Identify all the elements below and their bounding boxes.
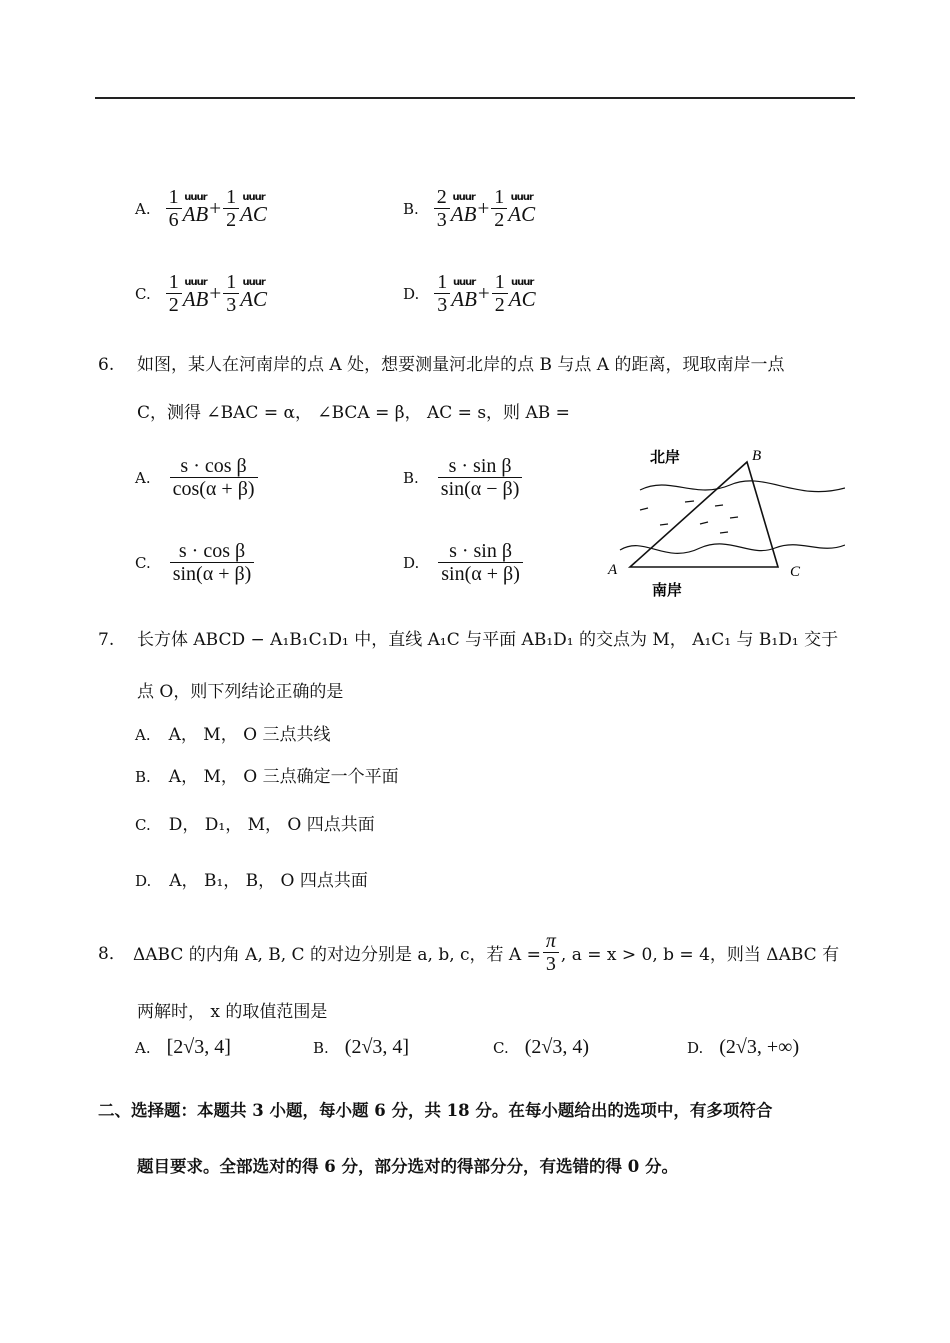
option-label: B. (403, 468, 419, 487)
coef-2: $\frac{1}{2}$ (492, 271, 508, 316)
option-label: A. (135, 726, 151, 744)
q8-option-d[interactable] (687, 1036, 799, 1059)
q8-number: 8． (98, 944, 126, 964)
option-label: C. (135, 816, 151, 834)
vector-ac: uuur AC (240, 277, 268, 311)
q7-option-a[interactable] (135, 723, 330, 747)
north-bank-label: 北岸 (650, 448, 681, 466)
option-label: A. (135, 199, 151, 218)
q6-option-c[interactable] (135, 540, 255, 585)
q8-option-c[interactable] (493, 1036, 589, 1059)
option-label: B. (403, 199, 419, 218)
coef-2: $\frac{1}{2}$ (223, 186, 239, 231)
vector-ab: uuur AB (450, 192, 477, 226)
vector-ac: uuur AC (508, 277, 536, 311)
river-triangle-figure (600, 440, 845, 605)
water-dashes (640, 501, 738, 533)
q6-option-d[interactable] (403, 540, 524, 585)
option-label: B. (313, 1038, 329, 1057)
south-bank-label: 南岸 (652, 581, 683, 599)
triangle-abc (630, 462, 778, 567)
q6-stem-line2: C，测得 ∠BAC = α， ∠BCA = β， AC = s，则 AB = (137, 403, 570, 423)
q7-option-d[interactable] (135, 869, 368, 893)
point-c-label: C (790, 564, 801, 580)
option-label: A. (135, 1038, 151, 1057)
option-text: D， D₁， M， O 四点共面 (168, 815, 375, 835)
q8-option-a[interactable] (135, 1036, 231, 1059)
coef-1: $\frac{2}{3}$ (434, 186, 450, 231)
section2-heading-line2: 题目要求。全部选对的得 6 分，部分选对的得部分分，有选错的得 0 分。 (137, 1157, 678, 1176)
coef-1: $\frac{1}{2}$ (166, 271, 182, 316)
q8-stem-part2: , a = x > 0, b = 4，则当 ΔABC 有 (560, 945, 840, 965)
q7-stem-line2: 点 O，则下列结论正确的是 (137, 682, 344, 702)
point-b-label: B (752, 448, 762, 464)
q7-stem-line1: 长方体 ABCD − A₁B₁C₁D₁ 中，直线 A₁C 与平面 AB₁D₁ 的交点为 M， A₁C₁ 与 B₁D₁ 交于 (137, 630, 839, 650)
q6-option-b[interactable] (403, 455, 523, 500)
q8-stem-line1 (133, 930, 839, 975)
option-interval: (2√3, 4] (344, 1036, 410, 1058)
option-interval: [2√3, 4] (166, 1036, 231, 1058)
q8-option-b[interactable] (313, 1036, 409, 1059)
coef-2: $\frac{1}{3}$ (223, 271, 239, 316)
answer-fraction: $\frac{\text{s · cos β}}{\cos(\alpha + \beta)}$ (170, 455, 258, 500)
vector-ac: uuur AC (508, 192, 536, 226)
vector-ab: uuur AB (182, 192, 209, 226)
vector-ab: uuur AB (182, 277, 209, 311)
q6-number: 6. (98, 355, 115, 375)
option-label: C. (135, 553, 151, 572)
coef-2: $\frac{1}{2}$ (491, 186, 507, 231)
plus-sign: + (209, 196, 222, 220)
point-a-label: A (608, 562, 618, 578)
vector-ab: uuur AB (451, 277, 477, 311)
option-label: C. (493, 1038, 509, 1057)
option-interval: (2√3, +∞) (719, 1036, 800, 1058)
q5-option-d[interactable] (403, 271, 536, 316)
answer-fraction: $\frac{\text{s · sin β}}{\sin(\alpha - \beta)}$ (438, 455, 523, 500)
q8-stem-line2: 两解时， x 的取值范围是 (137, 1002, 328, 1022)
option-text: A， M， O 三点共线 (168, 725, 331, 745)
option-label: D. (135, 872, 152, 890)
pi-over-3: $\frac{\pi}{3}$ (543, 930, 559, 975)
coef-1: $\frac{1}{6}$ (166, 186, 182, 231)
q7-option-b[interactable] (135, 765, 399, 789)
q5-option-b[interactable] (403, 186, 535, 231)
vector-ac: uuur AC (240, 192, 267, 226)
q6-option-a[interactable] (135, 455, 259, 500)
option-label: B. (135, 768, 151, 786)
header-rule (95, 97, 855, 99)
option-text: A， M， O 三点确定一个平面 (168, 767, 399, 787)
section2-heading-line1: 二、选择题：本题共 3 小题，每小题 6 分，共 18 分。在每小题给出的选项中，有多项符合 (98, 1101, 773, 1120)
answer-fraction: $\frac{\text{s · sin β}}{\sin(\alpha + \beta)}$ (438, 540, 523, 585)
option-text: A， B₁， B， O 四点共面 (169, 871, 368, 891)
option-label: D. (403, 553, 420, 572)
option-label: D. (687, 1038, 704, 1057)
q7-option-c[interactable] (135, 813, 375, 837)
north-bank-line (640, 481, 845, 492)
q5-option-c[interactable] (135, 271, 267, 316)
plus-sign: + (209, 281, 222, 305)
coef-1: $\frac{1}{3}$ (434, 271, 450, 316)
option-interval: (2√3, 4) (524, 1036, 590, 1058)
option-label: D. (403, 284, 420, 303)
answer-fraction: $\frac{\text{s · cos β}}{\sin(\alpha + \beta)}$ (170, 540, 255, 585)
q5-option-a[interactable] (135, 186, 267, 231)
option-label: A. (135, 468, 151, 487)
q7-number: 7. (98, 630, 115, 650)
plus-sign: + (477, 281, 490, 305)
q6-stem-line1: 如图，某人在河南岸的点 A 处，想要测量河北岸的点 B 与点 A 的距离，现取南岸一点 (137, 355, 785, 375)
option-label: C. (135, 284, 151, 303)
q8-stem-part1: ΔABC 的内角 A, B, C 的对边分别是 a, b, c，若 A = (133, 945, 541, 965)
plus-sign: + (477, 196, 490, 220)
